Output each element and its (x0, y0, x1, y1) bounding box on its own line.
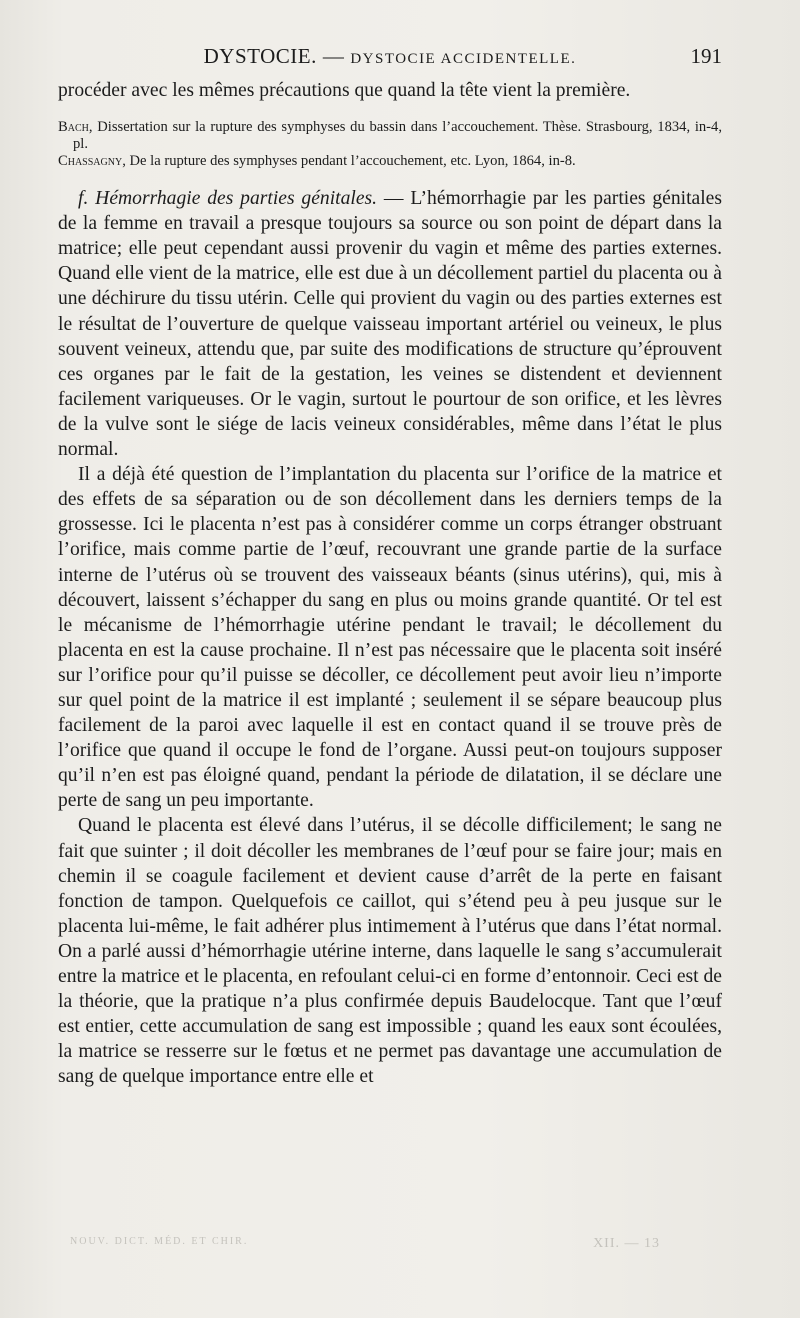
footer-left: NOUV. DICT. MÉD. ET CHIR. (70, 1236, 249, 1247)
paragraph-continuation: procéder avec les mêmes précautions que quand la tête vient la première. (58, 80, 631, 101)
running-title-main: DYSTOCIE. (203, 44, 317, 68)
paragraph-text: — L’hémorrhagie par les parties génitales de la femme en travail a presque toujours sa source ou son point de départ dans la matrice; elle peut cependant aussi provenir du vagin et même des parties externes. Quand elle vient de la matrice, elle est due à un décollement partiel du placenta ou à une déchirure du tissu utérin. Celle qui provient du vagin ou des parties externes est le résultat de l’ouverture de quelque vaisseau important artériel ou veineux, le plus souvent veineux, attendu que, par suite des modifications de structure qu’éprouvent ces organes par le fait de la gestation, les veines se distendent et deviennent facilement variqueuses. Or le vagin, surtout le pourtour de son orifice, et les lèvres de la vulve sont le siége de lacis veineux considérables, même dans l’état le plus normal. (58, 188, 723, 461)
reference-text: , Dissertation sur la rupture des symphyses du bassin dans l’accouchement. Thèse. Strasbourg, 1834, in-4, pl. (73, 119, 722, 153)
reference-text: , De la rupture des symphyses pendant l’accouchement, etc. Lyon, 1864, in-8. (122, 153, 576, 170)
running-title-sub: DYSTOCIE ACCIDENTELLE. (350, 51, 577, 67)
body-text (58, 78, 722, 1089)
section-heading: f. Hémorrhagie des parties génitales. (78, 188, 378, 210)
bibliography (58, 119, 722, 170)
reference-author: Bach (58, 119, 89, 136)
reference-item (58, 119, 722, 153)
reference-author: Chassagny (58, 153, 123, 170)
footer-right: XII. — 13 (593, 1236, 660, 1251)
footer-signature (70, 1236, 730, 1256)
running-title (58, 44, 722, 69)
running-header (58, 44, 722, 74)
paragraph-implantation: Il a déjà été question de l’implantation du placenta sur l’orifice de la matrice et des effets de sa séparation ou de son décollement dans les derniers temps de la grossesse. Ici le placenta n’est pas à considérer comme un corps étranger obstruant l’orifice, mais comme partie de l’œuf, recouvrant une grande partie de la surface interne de l’utérus où se trouvent des vaisseaux béants (sinus utérins), qui, mis à découvert, laissent s’échapper du sang en plus ou moins grande quantité. Or tel est le mécanisme de l’hémorrhagie utérine pendant le travail; le décollement du placenta en est la cause prochaine. Il n’est pas nécessaire que le placenta soit inséré sur l’orifice pour qu’il puisse se décoller, ce décollement peut avoir lieu n’importe sur quel point de la matrice il est implanté ; seulement il se sépare beaucoup plus facilement de la paroi avec laquelle il est en contact quand il se trouve près de l’orifice que quand il occupe le fond de l’organe. Aussi peut-on toujours supposer qu’il n’en est pas éloigné quand, pendant la période de dilatation, il se déclare une perte de sang un peu importante. (58, 464, 722, 812)
page-number: 191 (690, 44, 722, 68)
running-title-dash: — (322, 44, 345, 68)
paragraph-placenta-eleve: Quand le placenta est élevé dans l’utérus, il se décolle difficilement; le sang ne fait que suinter ; il doit décoller les membranes de l’œuf pour se faire jour; mais en chemin il se coagule facilement et devient cause d’arrêt de la perte en faisant fonction de tampon. Quelquefois ce caillot, qui s’étend peu à peu jusque sur le placenta lui-même, le fait adhérer plus intimement à l’utérus que dans l’état normal. On a parlé aussi d’hémorrhagie utérine interne, dans laquelle le sang s’accumulerait entre la matrice et le placenta, en refoulant celui-ci en forme d’entonnoir. Ceci est de la théorie, que la pratique n’a plus confirmée depuis Baudelocque. Tant que l’œuf est entier, cette accumulation de sang est impossible ; quand les eaux sont écoulées, la matrice se resserre sur le fœtus et ne permet pas davantage une accumulation de sang de quelque importance entre elle et (58, 815, 722, 1088)
reference-item (58, 153, 722, 170)
paragraph-hemorrhagie (58, 186, 722, 462)
